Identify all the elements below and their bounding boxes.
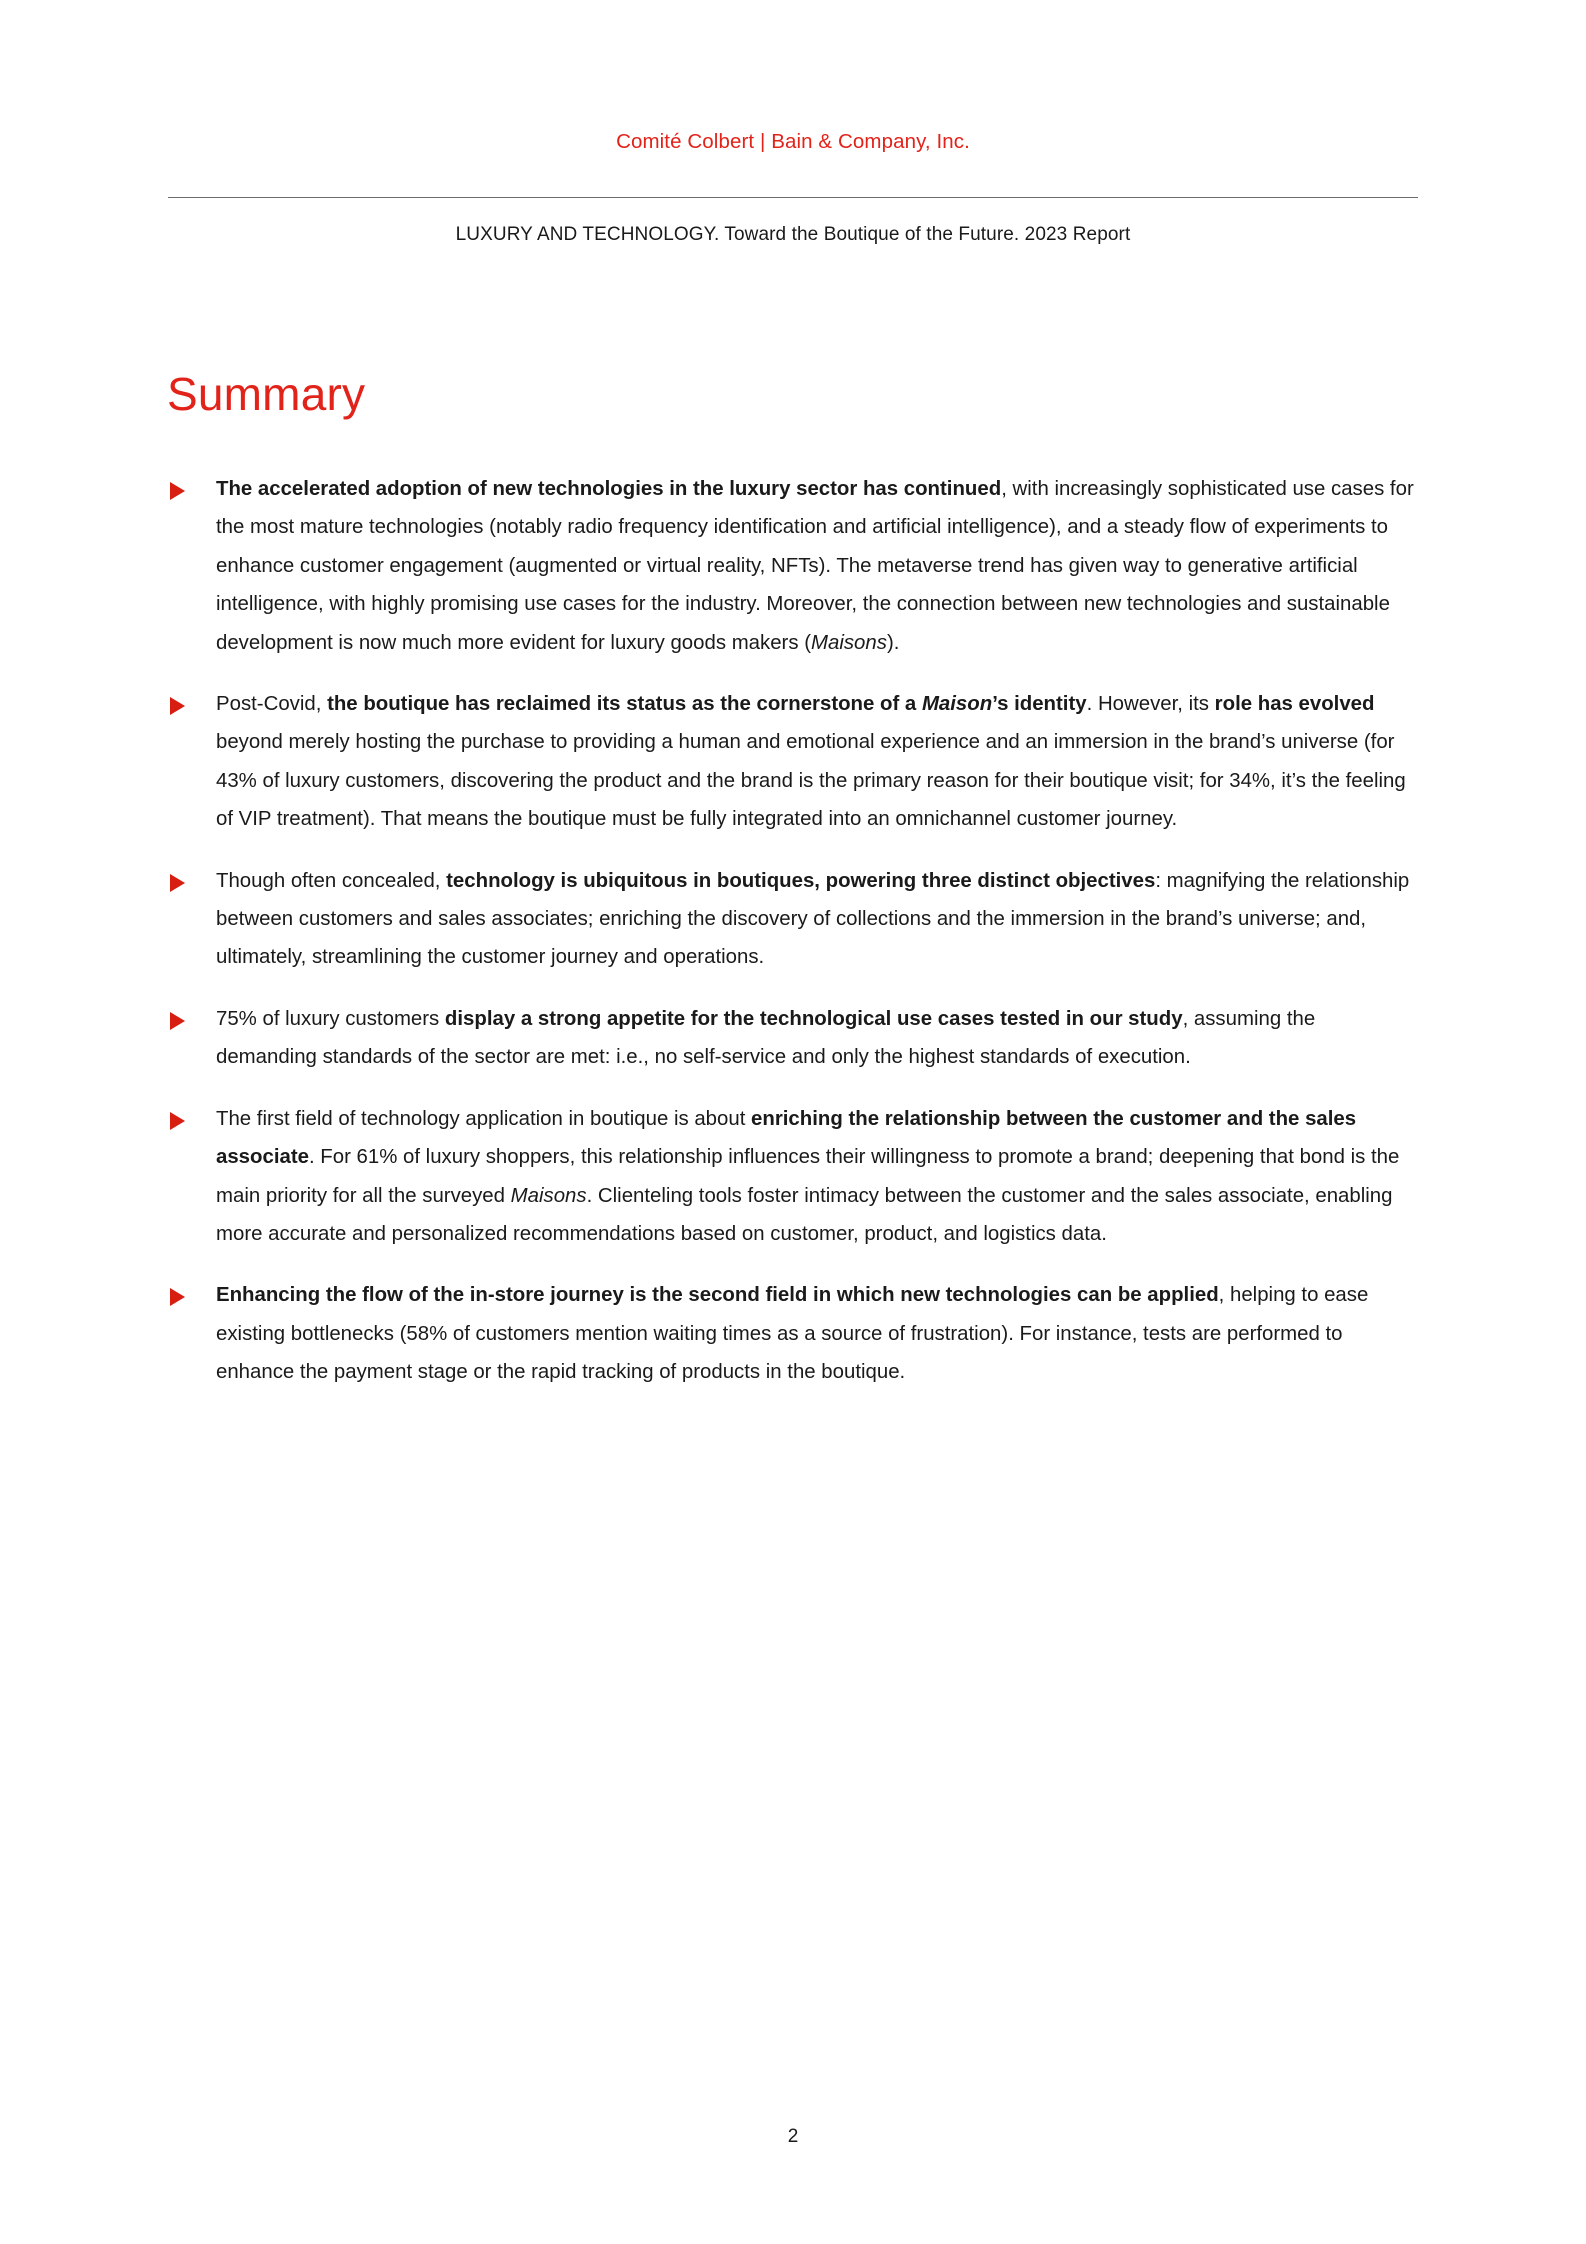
triangle-right-icon (170, 482, 185, 500)
document-header (168, 130, 1418, 155)
brand-line: Comité Colbert | Bain & Company, Inc. (616, 130, 970, 153)
bullet-first-field: The first field of technology application in boutique is about enriching the relationship between the customer and the sales associate. For 61% of luxury shoppers, this relationship influences their willingness to promote a brand; deepening that bond is the main priority for all the surveyed Maisons. Clienteling tools foster intimacy between the customer and the sales associate, enabling more accurate and personalized recommendations based on customer, product, and logistics data. (216, 1107, 1400, 1245)
bullet-accelerated-adoption: The accelerated adoption of new technologies in the luxury sector has continued, with increasingly sophisticated use cases for the most mature technologies (notably radio frequency identification and artificial intelligence), and a steady flow of experiments to enhance customer engagement (augmented or virtual reality, NFTs). The metaverse trend has given way to generative artificial intelligence, with highly promising use cases for the industry. Moreover, the connection between new technologies and sustainable development is now much more evident for luxury goods makers (Maisons). (216, 478, 1414, 654)
list-item (168, 1100, 1420, 1254)
bullet-in-store-flow: Enhancing the flow of the in-store journey is the second field in which new technologies can be applied, helping to ease existing bottlenecks (58% of customers mention waiting times as a source of frustration). For instance, tests are performed to enhance the payment stage or the rapid tracking of products in the boutique. (216, 1284, 1369, 1384)
triangle-right-icon (170, 1288, 185, 1306)
triangle-right-icon (170, 1012, 185, 1030)
summary-bullet-list (168, 470, 1420, 1392)
bullet-technology-ubiquitous: Though often concealed, technology is ubiquitous in boutiques, powering three distinct objectives: magnifying the relationship between customers and sales associates; enriching the discovery of collections and the immersion in the brand’s universe; and, ultimately, streamlining the customer journey and operations. (216, 869, 1410, 969)
triangle-right-icon (170, 874, 185, 892)
list-item (168, 1276, 1420, 1391)
header-divider (168, 197, 1418, 198)
triangle-right-icon (170, 1112, 185, 1130)
triangle-right-icon (170, 697, 185, 715)
page-number: 2 (787, 2126, 799, 2147)
bullet-strong-appetite: 75% of luxury customers display a strong appetite for the technological use cases tested in our study, assuming the demanding standards of the sector are met: i.e., no self-service and only the highest standards of execution. (216, 1007, 1316, 1069)
bullet-boutique-cornerstone: Post-Covid, the boutique has reclaimed its status as the cornerstone of a Maison’s identity. However, its role has evolved beyond merely hosting the purchase to providing a human and emotional experience and an immersion in the brand’s universe (for 43% of luxury customers, discovering the product and the brand is the primary reason for their boutique visit; for 34%, it’s the feeling of VIP treatment). That means the boutique must be fully integrated into an omnichannel customer journey. (216, 693, 1406, 831)
report-subtitle: LUXURY AND TECHNOLOGY. Toward the Boutique of the Future. 2023 Report (455, 224, 1131, 245)
page-title: Summary (167, 367, 366, 420)
list-item (168, 470, 1420, 662)
list-item (168, 862, 1420, 977)
list-item (168, 1000, 1420, 1077)
list-item (168, 685, 1420, 839)
